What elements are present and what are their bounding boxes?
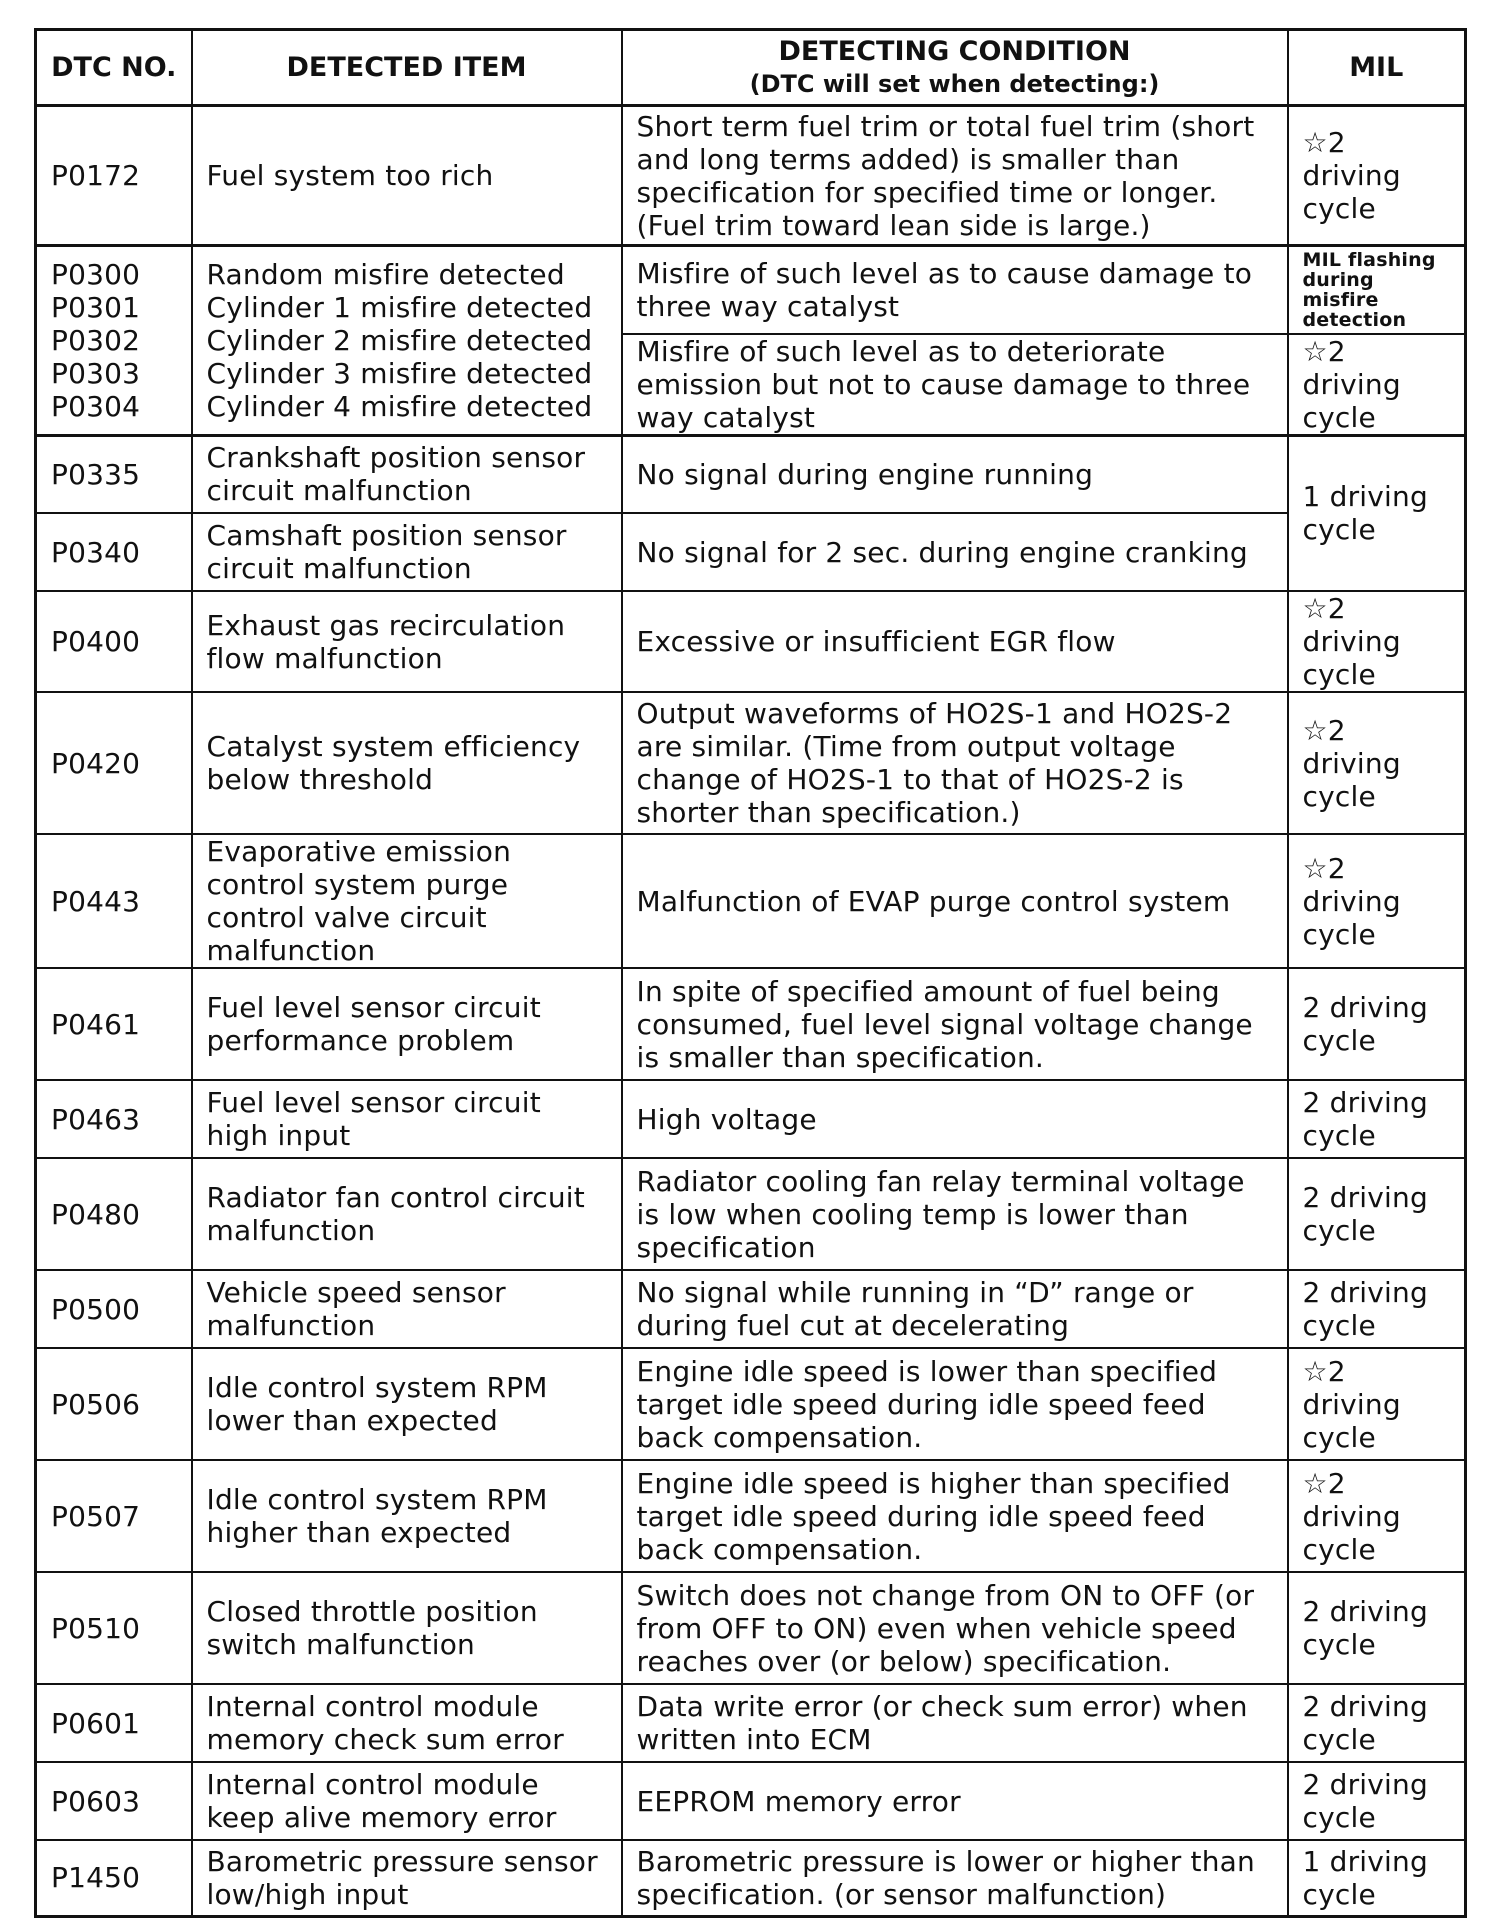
detected-item: Vehicle speed sensor malfunction <box>192 1270 622 1348</box>
mil-line: MIL flashing <box>1302 248 1436 271</box>
detected-item: Cylinder 1 misfire detected <box>206 290 593 324</box>
detected-item: Crankshaft position sensor circuit malfunction <box>192 435 622 513</box>
mil-value: ☆2 driving cycle <box>1288 834 1466 968</box>
mil-value: ☆2 driving cycle <box>1288 692 1466 834</box>
dtc-code: P0601 <box>36 1684 192 1762</box>
detected-item: Catalyst system efficiency below threshold <box>192 692 622 834</box>
detected-item: Cylinder 3 misfire detected <box>206 356 593 390</box>
dtc-code: P0500 <box>36 1270 192 1348</box>
detecting-condition: Short term fuel trim or total fuel trim (short and long terms added) is smaller than specification for specified time or longer. (Fuel trim toward lean side is large.) <box>622 106 1288 246</box>
detecting-condition: Excessive or insufficient EGR flow <box>622 591 1288 692</box>
detected-item: Cylinder 4 misfire detected <box>206 389 593 423</box>
mil-value: ☆2 driving cycle <box>1288 591 1466 692</box>
table-row <box>36 1762 1466 1840</box>
dtc-code: P0400 <box>36 591 192 692</box>
detected-item: Evaporative emission control system purge control valve circuit malfunction <box>192 834 622 968</box>
mil-value: 2 driving cycle <box>1288 1080 1466 1158</box>
dtc-code: P0480 <box>36 1158 192 1270</box>
table-row <box>36 968 1466 1080</box>
detected-item-group <box>192 246 622 436</box>
table-row <box>36 1684 1466 1762</box>
detecting-condition: EEPROM memory error <box>622 1762 1288 1840</box>
header-detecting-condition-sub: (DTC will set when detecting:) <box>749 69 1160 98</box>
detecting-condition: No signal while running in “D” range or during fuel cut at decelerating <box>622 1270 1288 1348</box>
detecting-condition: Output waveforms of HO2S-1 and HO2S-2 are similar. (Time from output voltage change of HO2S-1 to that of HO2S-2 is shorter than specification.) <box>622 692 1288 834</box>
table-row <box>36 106 1466 246</box>
detecting-condition: Engine idle speed is lower than specified target idle speed during idle speed feed back compensation. <box>622 1348 1288 1460</box>
detected-item: Idle control system RPM higher than expected <box>192 1460 622 1572</box>
mil-value: 2 driving cycle <box>1288 1572 1466 1684</box>
detected-item: Internal control module keep alive memory error <box>192 1762 622 1840</box>
header-detected-item: DETECTED ITEM <box>192 30 622 106</box>
detected-item: Camshaft position sensor circuit malfunction <box>192 513 622 591</box>
mil-value: 2 driving cycle <box>1288 1270 1466 1348</box>
table-row <box>36 513 1466 591</box>
table-row <box>36 1158 1466 1270</box>
detected-item: Fuel level sensor circuit performance problem <box>192 968 622 1080</box>
dtc-table-sheet <box>34 28 1464 1918</box>
table-row <box>36 1348 1466 1460</box>
mil-line: during misfire <box>1302 268 1379 311</box>
header-mil: MIL <box>1288 30 1466 106</box>
mil-value: ☆2 driving cycle <box>1288 1348 1466 1460</box>
detected-item: Radiator fan control circuit malfunction <box>192 1158 622 1270</box>
header-detecting-condition-title: DETECTING CONDITION <box>778 35 1131 67</box>
mil-value: 1 driving cycle <box>1288 435 1466 591</box>
table-row <box>36 692 1466 834</box>
table-row <box>36 591 1466 692</box>
dtc-code: P0172 <box>36 106 192 246</box>
dtc-code: P0303 <box>51 356 141 390</box>
mil-value: ☆2 driving cycle <box>1288 1460 1466 1572</box>
dtc-code: P0301 <box>51 290 141 324</box>
detecting-condition: Barometric pressure is lower or higher than specification. (or sensor malfunction) <box>622 1840 1288 1916</box>
detected-item: Fuel system too rich <box>192 106 622 246</box>
detecting-condition: High voltage <box>622 1080 1288 1158</box>
detecting-condition: No signal during engine running <box>622 435 1288 513</box>
mil-value: ☆2 driving cycle <box>1288 106 1466 246</box>
detected-item: Closed throttle position switch malfunction <box>192 1572 622 1684</box>
dtc-code: P0463 <box>36 1080 192 1158</box>
table-header-row <box>36 30 1466 106</box>
dtc-code: P0443 <box>36 834 192 968</box>
detecting-condition: Misfire of such level as to deteriorate emission but not to cause damage to three way catalyst <box>622 334 1288 436</box>
detecting-condition: Misfire of such level as to cause damage to three way catalyst <box>622 246 1288 334</box>
detected-item: Internal control module memory check sum error <box>192 1684 622 1762</box>
mil-value: 2 driving cycle <box>1288 1684 1466 1762</box>
dtc-code: P0340 <box>36 513 192 591</box>
dtc-code: P0420 <box>36 692 192 834</box>
dtc-code: P0461 <box>36 968 192 1080</box>
dtc-table <box>34 28 1467 1918</box>
mil-value: 2 driving cycle <box>1288 1158 1466 1270</box>
dtc-code: P0304 <box>51 389 141 423</box>
detecting-condition: In spite of specified amount of fuel being consumed, fuel level signal voltage change is smaller than specification. <box>622 968 1288 1080</box>
mil-value: 1 driving cycle <box>1288 1840 1466 1916</box>
mil-value: ☆2 driving cycle <box>1288 334 1466 436</box>
table-row <box>36 1080 1466 1158</box>
header-detecting-condition <box>622 30 1288 106</box>
detecting-condition: No signal for 2 sec. during engine cranking <box>622 513 1288 591</box>
table-row <box>36 1840 1466 1916</box>
detecting-condition: Switch does not change from ON to OFF (or from OFF to ON) even when vehicle speed reaches over (or below) specification. <box>622 1572 1288 1684</box>
table-row <box>36 1572 1466 1684</box>
mil-value: 2 driving cycle <box>1288 1762 1466 1840</box>
table-row <box>36 1460 1466 1572</box>
detecting-condition: Data write error (or check sum error) when written into ECM <box>622 1684 1288 1762</box>
detecting-condition: Malfunction of EVAP purge control system <box>622 834 1288 968</box>
detected-item: Exhaust gas recirculation flow malfunction <box>192 591 622 692</box>
table-row <box>36 435 1466 513</box>
table-row <box>36 1270 1466 1348</box>
detected-item: Random misfire detected <box>206 257 565 291</box>
dtc-code-group <box>36 246 192 436</box>
detected-item: Idle control system RPM lower than expected <box>192 1348 622 1460</box>
dtc-code: P0507 <box>36 1460 192 1572</box>
dtc-code: P0506 <box>36 1348 192 1460</box>
mil-line: detection <box>1302 308 1407 331</box>
detected-item: Barometric pressure sensor low/high input <box>192 1840 622 1916</box>
mil-value: 2 driving cycle <box>1288 968 1466 1080</box>
table-row <box>36 246 1466 334</box>
dtc-code: P0300 <box>51 257 141 291</box>
detected-item: Fuel level sensor circuit high input <box>192 1080 622 1158</box>
mil-value <box>1288 246 1466 334</box>
detecting-condition: Radiator cooling fan relay terminal voltage is low when cooling temp is lower than specification <box>622 1158 1288 1270</box>
table-row <box>36 834 1466 968</box>
detected-item: Cylinder 2 misfire detected <box>206 323 593 357</box>
dtc-code: P0302 <box>51 323 141 357</box>
dtc-code: P1450 <box>36 1840 192 1916</box>
header-dtc-no: DTC NO. <box>36 30 192 106</box>
dtc-code: P0335 <box>36 435 192 513</box>
dtc-code: P0510 <box>36 1572 192 1684</box>
dtc-code: P0603 <box>36 1762 192 1840</box>
detecting-condition: Engine idle speed is higher than specified target idle speed during idle speed feed back compensation. <box>622 1460 1288 1572</box>
